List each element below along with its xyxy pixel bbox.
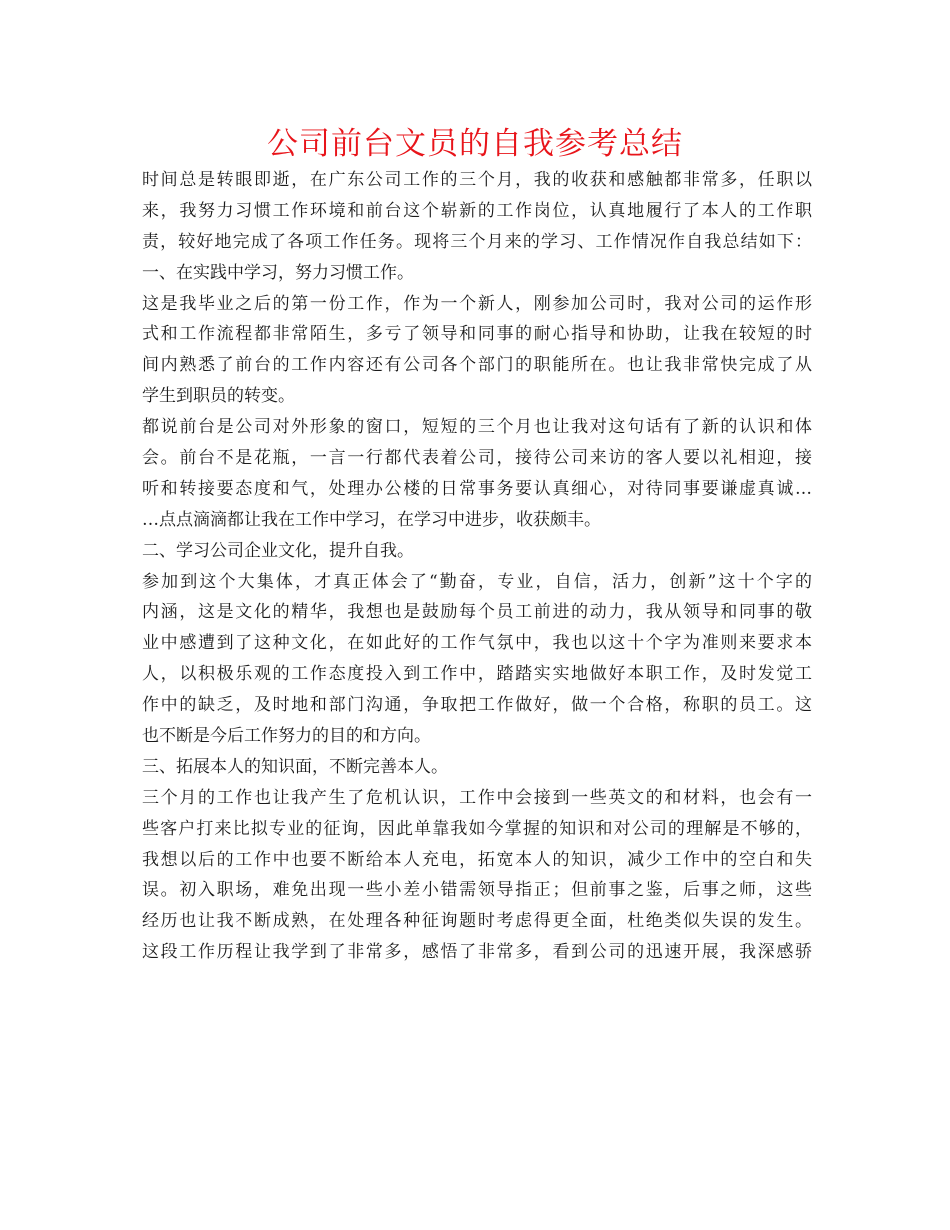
text-line: 来，我努力习惯工作环境和前台这个崭新的工作岗位，认真地履行了本人的工作职	[142, 200, 812, 221]
text-line: 作中的缺乏，及时地和部门沟通，争取把工作做好，做一个合格，称职的员工。这	[142, 695, 812, 716]
text-line: 这段工作历程让我学到了非常多，感悟了非常多，看到公司的迅速开展，我深感骄	[142, 942, 812, 963]
text-line: 这是我毕业之后的第一份工作，作为一个新人，刚参加公司时，我对公司的运作形	[142, 293, 812, 314]
text-line: 会。前台不是花瓶，一言一行都代表着公司，接待公司来访的客人要以礼相迎，接	[142, 448, 812, 469]
text-line: 间内熟悉了前台的工作内容还有公司各个部门的职能所在。也让我非常快完成了从	[142, 355, 812, 376]
text-line: 一、在实践中学习，努力习惯工作。	[142, 262, 414, 283]
text-line: 责，较好地完成了各项工作任务。现将三个月来的学习、工作情况作自我总结如下：	[142, 231, 812, 252]
page-title: 公司前台文员的自我参考总结	[267, 126, 683, 162]
text-line: 式和工作流程都非常陌生，多亏了领导和同事的耐心指导和协助，让我在较短的时	[142, 324, 812, 345]
text-line: 三个月的工作也让我产生了危机认识，工作中会接到一些英文的和材料，也会有一	[142, 787, 812, 808]
text-line: 三、拓展本人的知识面，不断完善本人。	[142, 756, 448, 777]
document-body	[142, 165, 812, 968]
text-line: 都说前台是公司对外形象的窗口，短短的三个月也让我对这句话有了新的认识和体	[142, 417, 812, 438]
text-line: 听和转接要态度和气，处理办公楼的日常事务要认真细心，对待同事要谦虚真诚…	[142, 478, 812, 499]
text-line: 内涵，这是文化的精华，我想也是鼓励每个员工前进的动力，我从领导和同事的敬	[142, 602, 812, 623]
text-line: 人，以积极乐观的工作态度投入到工作中，踏踏实实地做好本职工作，及时发觉工	[142, 664, 812, 685]
text-line: 时间总是转眼即逝，在广东公司工作的三个月，我的收获和感触都非常多，任职以	[142, 170, 812, 190]
text-line: 经历也让我不断成熟，在处理各种征询题时考虑得更全面，杜绝类似失误的发生。	[142, 911, 812, 932]
text-line: 二、学习公司企业文化，提升自我。	[142, 540, 414, 561]
text-line: 学生到职员的转变。	[142, 386, 295, 407]
text-line: 业中感遭到了这种文化，在如此好的工作气氛中，我也以这十个字为准则来要求本	[142, 633, 812, 654]
text-line: …点点滴滴都让我在工作中学习，在学习中进步，收获颇丰。	[142, 509, 601, 530]
text-line: 些客户打来比拟专业的征询，因此单靠我如今掌握的知识和对公司的理解是不够的，	[142, 818, 812, 839]
text-line: 也不断是今后工作努力的目的和方向。	[142, 726, 431, 747]
text-line: 我想以后的工作中也要不断给本人充电，拓宽本人的知识，减少工作中的空白和失	[142, 849, 812, 870]
text-line: 参加到这个大集体，才真正体会了“勤奋，专业，自信，活力，创新”这十个字的	[142, 571, 812, 592]
text-line: 误。初入职场，难免出现一些小差小错需领导指正；但前事之鉴，后事之师，这些	[142, 880, 812, 901]
